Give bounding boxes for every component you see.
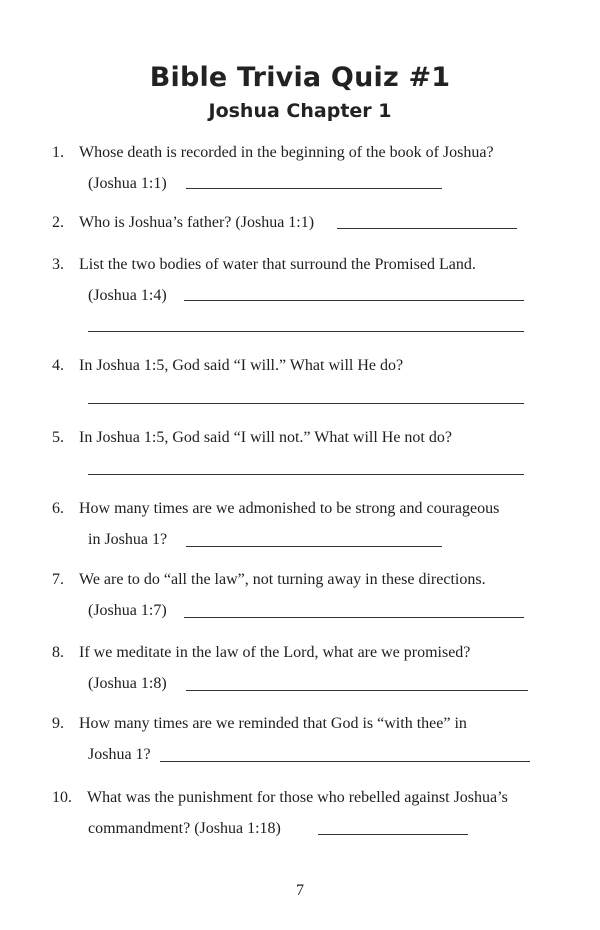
question-text: What was the punishment for those who rebelled against Joshua’s: [87, 789, 508, 806]
question-text: We are to do “all the law”, not turning away in these directions.: [79, 571, 486, 588]
answer-blank[interactable]: [186, 690, 528, 691]
question-text: In Joshua 1:5, God said “I will.” What will He do?: [79, 357, 404, 374]
page-number: 7: [296, 882, 304, 899]
question-reference: (Joshua 1:1): [88, 175, 167, 192]
question-number: 3.: [52, 256, 64, 273]
answer-blank[interactable]: [88, 474, 524, 475]
question-number: 8.: [52, 644, 64, 661]
quiz-title: Bible Trivia Quiz #1: [149, 62, 451, 93]
answer-blank[interactable]: [184, 617, 524, 618]
question-text: Whose death is recorded in the beginning of the book of Joshua?: [79, 144, 494, 161]
question-number: 6.: [52, 500, 64, 517]
answer-blank[interactable]: [88, 331, 524, 332]
question-text: In Joshua 1:5, God said “I will not.” What will He not do?: [79, 429, 452, 446]
answer-blank[interactable]: [337, 228, 517, 229]
question-number: 2.: [52, 214, 64, 231]
question-text: List the two bodies of water that surround the Promised Land.: [79, 256, 476, 273]
question-text: If we meditate in the law of the Lord, what are we promised?: [79, 644, 471, 661]
question-reference: in Joshua 1?: [88, 531, 168, 548]
question-text: Who is Joshua’s father? (Joshua 1:1): [79, 214, 315, 231]
question-text: How many times are we admonished to be strong and courageous: [79, 500, 500, 517]
question-reference: (Joshua 1:8): [88, 675, 167, 692]
quiz-subtitle: Joshua Chapter 1: [208, 100, 392, 122]
question-reference: (Joshua 1:7): [88, 602, 167, 619]
question-reference: commandment? (Joshua 1:18): [88, 820, 281, 837]
question-number: 7.: [52, 571, 64, 588]
question-number: 1.: [52, 144, 64, 161]
question-text: How many times are we reminded that God is “with thee” in: [79, 715, 467, 732]
answer-blank[interactable]: [88, 403, 524, 404]
question-number: 10.: [52, 789, 72, 806]
answer-blank[interactable]: [318, 834, 468, 835]
answer-blank[interactable]: [160, 761, 530, 762]
question-reference: Joshua 1?: [88, 746, 151, 763]
answer-blank[interactable]: [186, 546, 442, 547]
question-number: 9.: [52, 715, 64, 732]
answer-blank[interactable]: [186, 188, 442, 189]
question-reference: (Joshua 1:4): [88, 287, 167, 304]
question-number: 4.: [52, 357, 64, 374]
question-number: 5.: [52, 429, 64, 446]
answer-blank[interactable]: [184, 300, 524, 301]
